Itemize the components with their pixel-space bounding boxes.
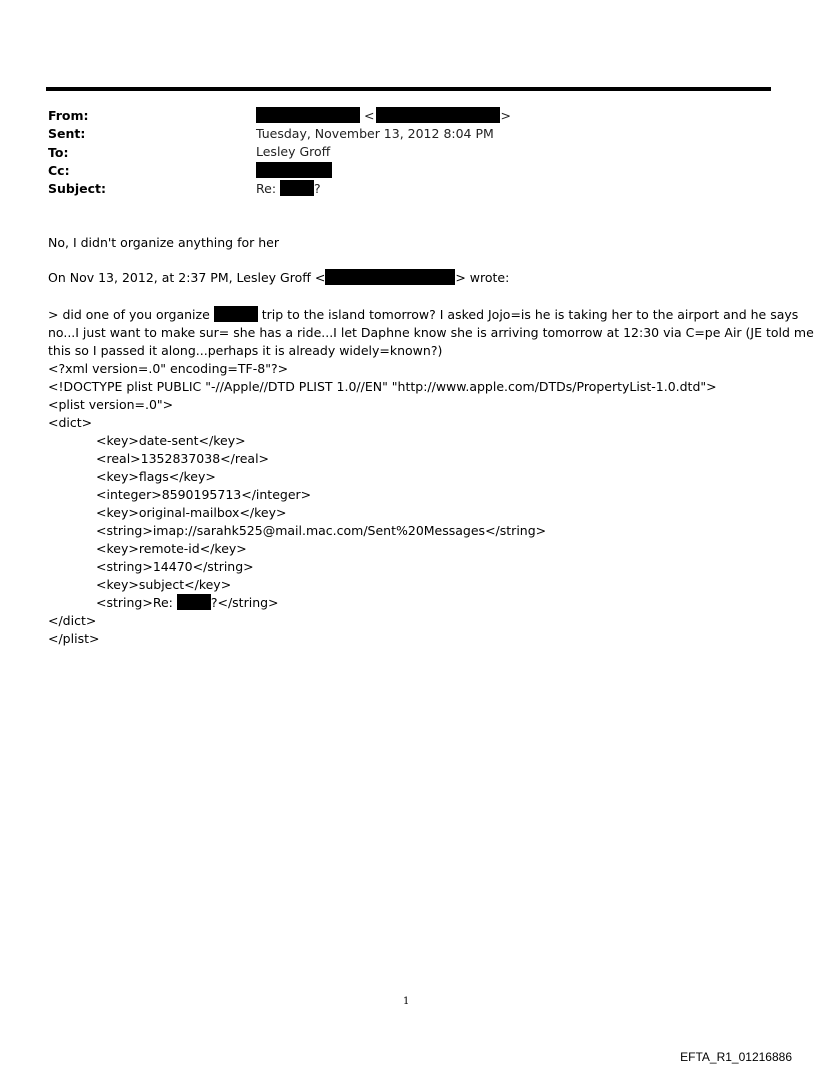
sent-label: Sent:: [48, 126, 86, 141]
redaction-block: [214, 306, 258, 322]
dict-line-2: <real>1352837038</real>: [96, 451, 270, 466]
quote-line-1-end: trip to the island tomorrow? I asked Jojo=is he is taking her to the airport and he says: [261, 307, 799, 322]
redaction-block: [325, 269, 455, 285]
dict-line-7: <key>remote-id</key>: [96, 541, 247, 556]
to-label: To:: [48, 145, 69, 160]
dict-line-3: <key>flags</key>: [96, 469, 216, 484]
xml-line-2: <!DOCTYPE plist PUBLIC "-//Apple//DTD PLIST 1.0//EN" "http://www.apple.com/DTDs/PropertyList-1.0.dtd">: [48, 379, 717, 394]
subject-suffix: ?: [314, 181, 321, 196]
redaction-block: [177, 594, 211, 610]
redaction-block: [376, 107, 500, 123]
header-rule: [46, 87, 771, 91]
subject-label: Subject:: [48, 181, 106, 196]
xml-line-6: </plist>: [48, 631, 100, 646]
dict-line-4: <integer>8590195713</integer>: [96, 487, 312, 502]
from-gt: >: [500, 108, 511, 123]
bates-number: EFTA_R1_01216886: [680, 1050, 792, 1064]
quote-line-1-start: > did one of you organize: [48, 307, 210, 322]
xml-line-3: <plist version=.0">: [48, 397, 174, 412]
xml-line-5: </dict>: [48, 613, 97, 628]
dict-line-10-start: <string>Re:: [96, 595, 173, 610]
sent-value: Tuesday, November 13, 2012 8:04 PM: [256, 126, 494, 141]
cc-label: Cc:: [48, 163, 70, 178]
redaction-block: [280, 180, 314, 196]
cc-value: [256, 162, 332, 178]
quote-line-3: this so I passed it along...perhaps it is already widely=known?): [48, 343, 443, 358]
dict-line-6: <string>imap://sarahk525@mail.mac.com/Sent%20Messages</string>: [96, 523, 547, 538]
redaction-block: [256, 162, 332, 178]
quote-line-1: [48, 306, 798, 324]
reply-text: No, I didn't organize anything for her: [48, 235, 279, 250]
from-label: From:: [48, 108, 89, 123]
xml-line-1: <?xml version=.0" encoding=TF-8"?>: [48, 361, 289, 376]
subject-prefix: Re:: [256, 181, 277, 196]
from-value: [256, 107, 511, 123]
dict-line-9: <key>subject</key>: [96, 577, 232, 592]
quote-line-2: no...I just want to make sur= she has a ride...I let Daphne know she is arriving tomorrow at 12:30 via C=pe Air (JE told me: [48, 325, 814, 340]
dict-line-10-end: ?</string>: [210, 595, 279, 610]
dict-line-5: <key>original-mailbox</key>: [96, 505, 287, 520]
to-value: Lesley Groff: [256, 144, 331, 159]
page-number: 1: [403, 996, 410, 1007]
quote-intro-start: On Nov 13, 2012, at 2:37 PM, Lesley Groff <: [48, 270, 326, 285]
quote-intro: [48, 269, 509, 287]
redaction-block: [256, 107, 360, 123]
dict-line-8: <string>14470</string>: [96, 559, 254, 574]
dict-line-10: [96, 594, 279, 612]
subject-value: [256, 180, 321, 196]
from-lt: <: [363, 108, 375, 123]
quote-intro-end: > wrote:: [455, 270, 510, 285]
dict-line-1: <key>date-sent</key>: [96, 433, 246, 448]
xml-line-4: <dict>: [48, 415, 93, 430]
